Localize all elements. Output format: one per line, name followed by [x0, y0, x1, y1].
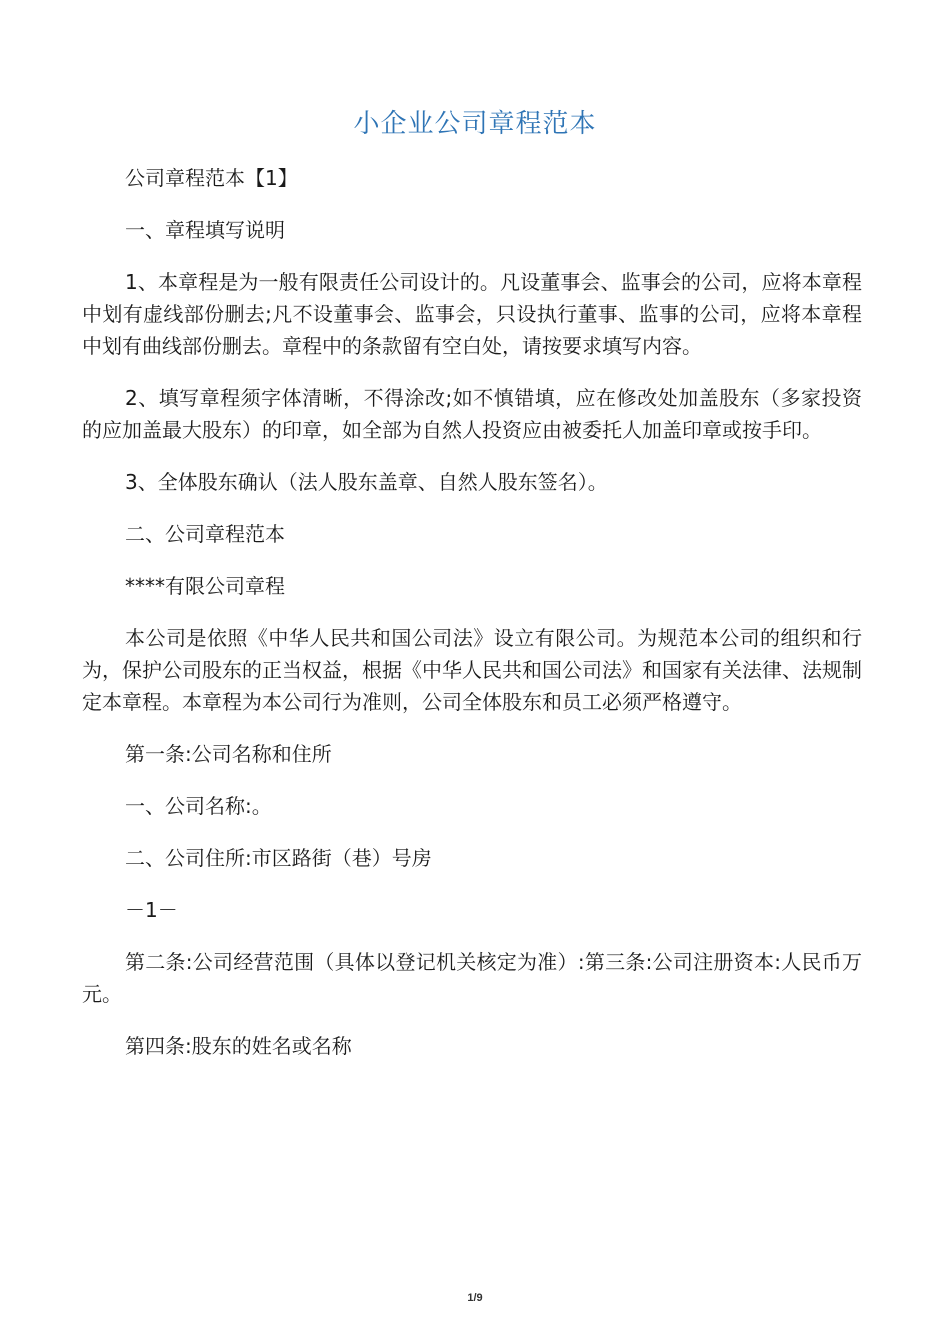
paragraph: 本公司是依照《中华人民共和国公司法》设立有限公司。为规范本公司的组织和行为，保护公司股东的正当权益，根据《中华人民共和国公司法》和国家有关法律、法规制定本章程。本章程为本公司行为准则，公司全体股东和员工必须严格遵守。	[82, 626, 862, 714]
section-heading: 二、公司章程范本	[125, 522, 285, 546]
document-body	[82, 162, 862, 1082]
section-heading: ****有限公司章程	[125, 574, 285, 598]
paragraph: 3、全体股东确认（法人股东盖章、自然人股东签名）。	[125, 470, 608, 494]
page-indicator: 1/9	[467, 1292, 483, 1304]
paragraph: 第二条:公司经营范围（具体以登记机关核定为准）:第三条:公司注册资本:人民币万元。	[82, 950, 862, 1006]
article-heading: 第一条:公司名称和住所	[125, 742, 332, 766]
article-heading: 第四条:股东的姓名或名称	[125, 1034, 352, 1058]
inline-page-number: －1－	[125, 898, 178, 922]
paragraph: 一、公司名称:。	[125, 794, 272, 818]
section-heading: 公司章程范本【1】	[125, 166, 298, 190]
paragraph: 2、填写章程须字体清晰，不得涂改;如不慎错填，应在修改处加盖股东（多家投资的应加盖最大股东）的印章，如全部为自然人投资应由被委托人加盖印章或按手印。	[82, 386, 862, 442]
paragraph: 1、本章程是为一般有限责任公司设计的。凡设董事会、监事会的公司，应将本章程中划有虚线部份删去;凡不设董事会、监事会，只设执行董事、监事的公司，应将本章程中划有曲线部份删去。章程中的条款留有空白处，请按要求填写内容。	[82, 270, 862, 358]
document-title: 小企业公司章程范本	[353, 109, 597, 139]
paragraph: 二、公司住所:市区路街（巷）号房	[125, 846, 432, 870]
section-heading: 一、章程填写说明	[125, 218, 285, 242]
